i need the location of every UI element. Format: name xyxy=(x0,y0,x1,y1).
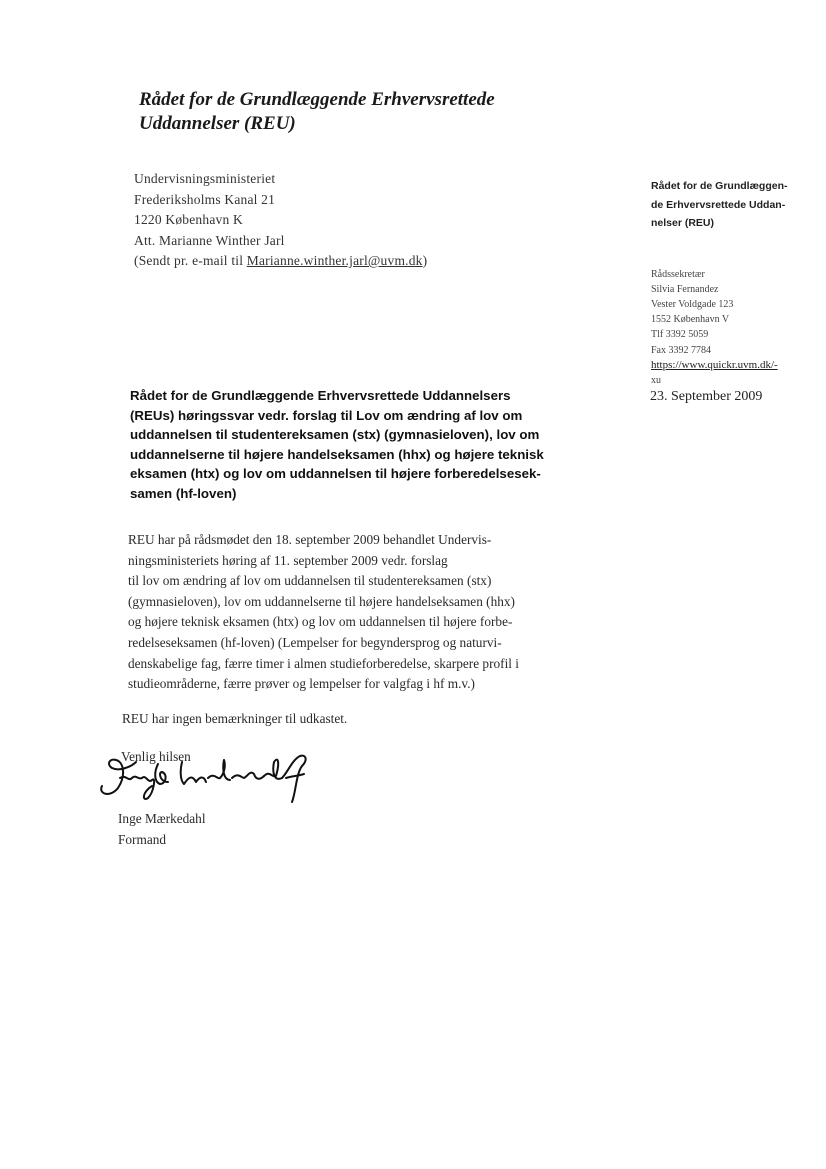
recipient-line: Undervisningsministeriet xyxy=(134,171,276,186)
subject-line: uddannelsen til studentereksamen (stx) (gymnasieloven), lov om xyxy=(130,427,540,443)
body-paragraph xyxy=(128,530,598,695)
recipient-email-link[interactable]: Marianne.winther.jarl@uvm.dk xyxy=(246,253,423,268)
body-line: studieområderne, færre prøver og lempelser for valgfag i hf m.v.) xyxy=(128,676,475,692)
body-line: denskabelige fag, færre timer i almen studieforberedelse, skarpere profil i xyxy=(128,655,519,671)
body-line: ningsministeriets høring af 11. september 2009 vedr. forslag xyxy=(128,552,448,568)
signer-role: Formand xyxy=(118,832,167,847)
organization-title-line-2: Uddannelser (REU) xyxy=(139,113,296,134)
signer-name: Inge Mærkedahl xyxy=(118,811,206,826)
sidebar-org-line: Rådet for de Grundlæggen- xyxy=(651,180,788,192)
organization-title xyxy=(139,88,579,136)
recipient-address xyxy=(134,169,534,272)
recipient-line: Frederiksholms Kanal 21 xyxy=(134,191,276,207)
subject-line: eksamen (htx) og lov om uddannelsen til højere forberedelsesek- xyxy=(130,466,541,482)
subject-heading xyxy=(130,386,600,504)
closing-greeting: Venlig hilsen xyxy=(121,749,191,764)
organization-title-line-1: Rådet for de Grundlæggende Erhvervsrettede xyxy=(139,89,495,110)
contact-line: Fax 3392 7784 xyxy=(651,344,711,356)
subject-line: (REUs) høringssvar vedr. forslag til Lov om ændring af lov om xyxy=(130,407,523,423)
sender-sidebar xyxy=(651,177,816,388)
letter-date: 23. September 2009 xyxy=(650,389,763,404)
body-line: REU har på rådsmødet den 18. september 2009 behandlet Undervis- xyxy=(128,532,492,547)
recipient-line: Att. Marianne Winther Jarl xyxy=(134,232,285,248)
sidebar-org-line: nelser (REU) xyxy=(651,217,715,229)
recipient-line: 1220 København K xyxy=(134,212,243,227)
sidebar-url-link[interactable]: https://www.quickr.uvm.dk/- xyxy=(651,358,778,371)
body-line: til lov om ændring af lov om uddannelsen til studentereksamen (stx) xyxy=(128,573,492,589)
contact-line: 1552 København V xyxy=(651,314,730,326)
sent-prefix: (Sendt pr. e-mail til xyxy=(134,253,247,268)
sidebar-organization xyxy=(651,177,816,233)
contact-line: Silvia Fernandez xyxy=(651,283,719,295)
subject-line: uddannelserne til højere handelseksamen (hhx) og højere teknisk xyxy=(130,446,544,462)
body-line: redelseseksamen (hf-loven) (Lempelser for begyndersprog og naturvi- xyxy=(128,634,502,650)
sent-suffix: ) xyxy=(422,253,428,268)
body-line: og højere teknisk eksamen (htx) og lov om uddannelsen til højere forbe- xyxy=(128,614,513,630)
contact-line: Rådssekretær xyxy=(651,268,705,280)
sent-by-email-note xyxy=(134,251,534,272)
handwritten-signature xyxy=(96,748,316,804)
contact-line: Tlf 3392 5059 xyxy=(651,329,709,341)
body-line: (gymnasieloven), lov om uddannelserne til højere handelseksamen (hhx) xyxy=(128,593,515,609)
sidebar-url-continuation: xu xyxy=(651,374,661,386)
subject-line: samen (hf-loven) xyxy=(130,485,237,501)
contact-line: Vester Voldgade 123 xyxy=(651,298,734,310)
remark-paragraph: REU har ingen bemærkninger til udkastet. xyxy=(122,711,348,726)
subject-line: Rådet for de Grundlæggende Erhvervsrettede Uddannelsers xyxy=(130,388,511,403)
sidebar-contact xyxy=(651,267,816,389)
sidebar-org-line: de Erhvervsrettede Uddan- xyxy=(651,198,786,211)
